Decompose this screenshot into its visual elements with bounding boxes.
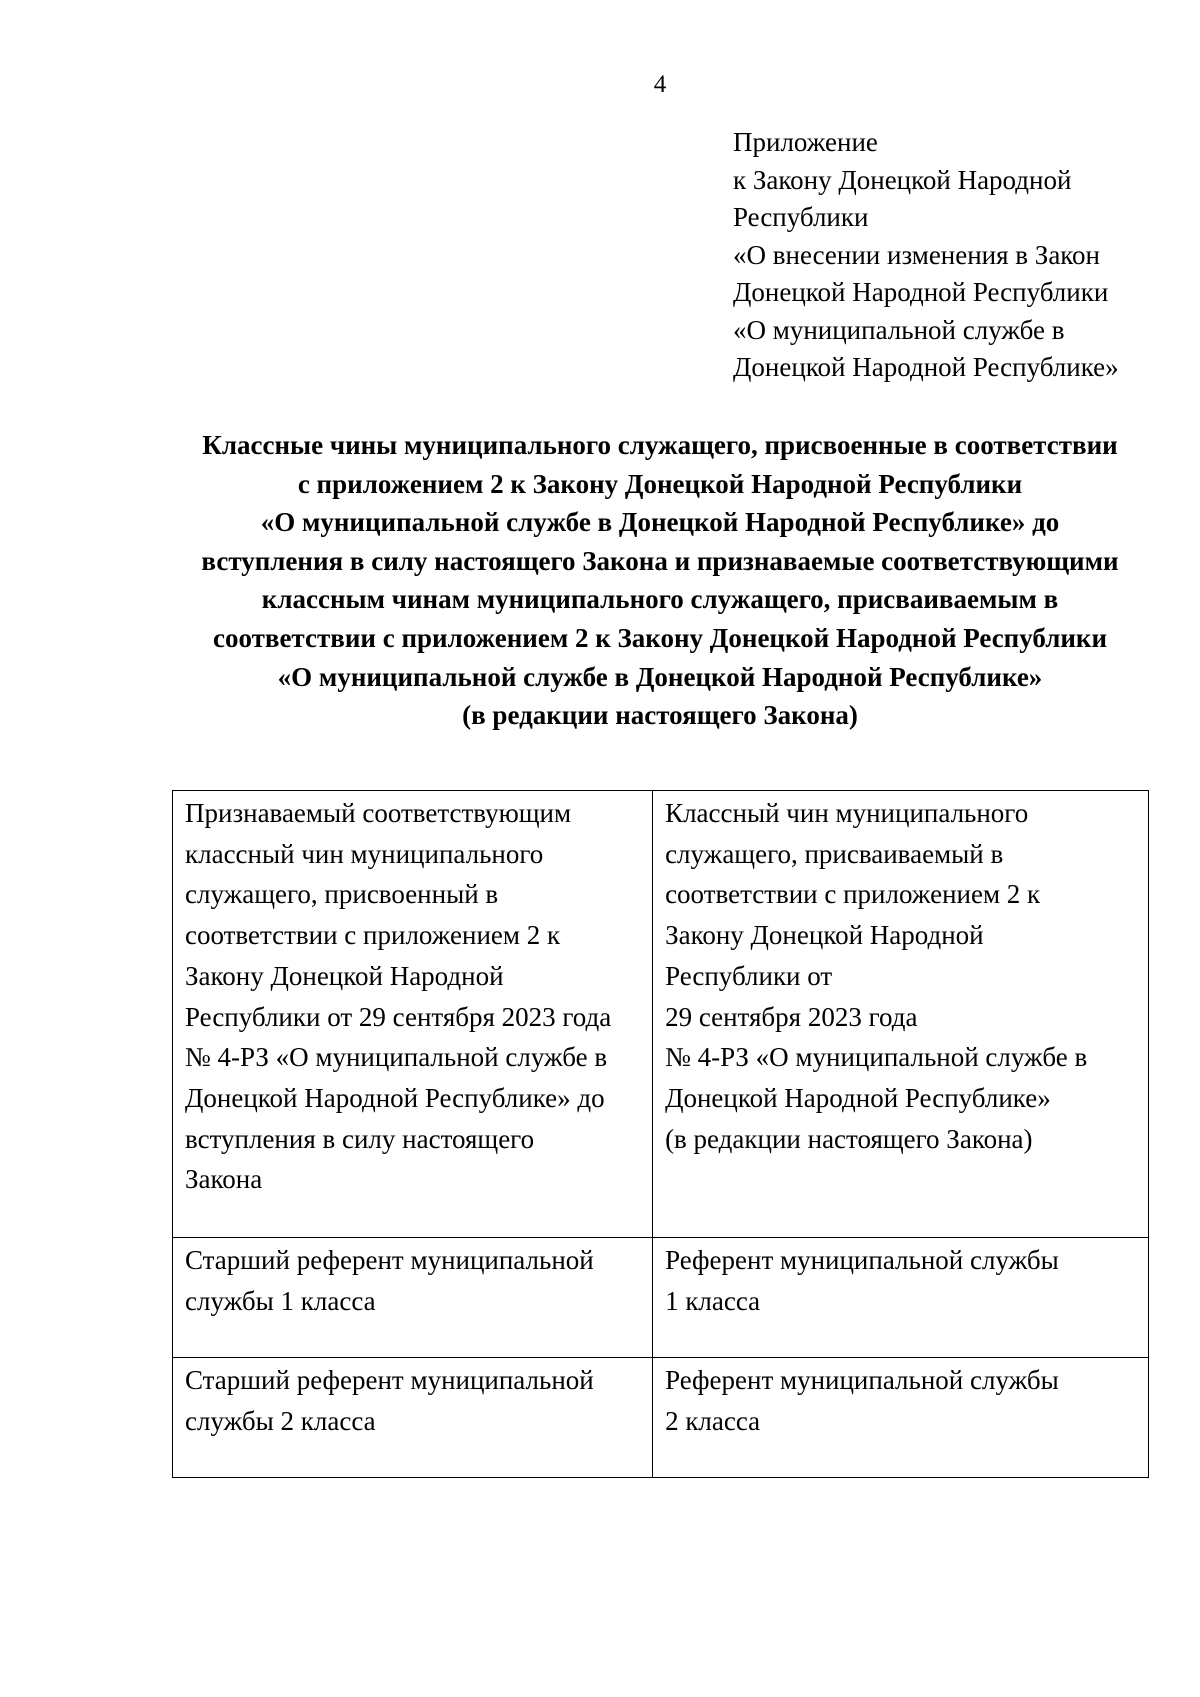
annex-line: Республики <box>733 202 869 232</box>
annex-line: Донецкой Народной Республике» <box>733 352 1119 382</box>
table-cell-recognized-rank <box>173 1238 653 1358</box>
table-cell-assigned-rank <box>653 1358 1149 1478</box>
annex-line: «О муниципальной службе в <box>733 314 1065 345</box>
cell-line: службы 1 класса <box>185 1285 376 1316</box>
cell-line: 29 сентября 2023 года <box>665 1001 918 1032</box>
cell-line: Старший референт муниципальной <box>185 1245 594 1275</box>
document-title <box>160 426 1160 735</box>
cell-line: Референт муниципальной службы <box>665 1365 1059 1395</box>
page-number: 4 <box>653 71 667 98</box>
title-line: соответствии с приложением 2 к Закону Донецкой Народной Республики <box>212 622 1108 653</box>
cell-line: Старший референт муниципальной <box>185 1365 594 1395</box>
cell-line: Признаваемый соответствующим <box>185 798 572 828</box>
annex-line: к Закону Донецкой Народной <box>733 164 1072 195</box>
title-line: (в редакции настоящего Закона) <box>462 700 858 731</box>
cell-line: Классный чин муниципального <box>665 798 1029 828</box>
cell-line: Референт муниципальной службы <box>665 1245 1059 1275</box>
annex-line: «О внесении изменения в Закон <box>733 239 1101 270</box>
cell-line: Закону Донецкой Народной <box>185 960 504 991</box>
annex-line: Приложение <box>733 127 878 157</box>
table-row <box>173 1358 1149 1478</box>
cell-line: Закона <box>185 1164 263 1195</box>
cell-line: Закону Донецкой Народной <box>665 920 984 951</box>
cell-line: служащего, присвоенный в <box>185 879 499 910</box>
cell-line: 2 класса <box>665 1405 761 1436</box>
header-cell-assigned-rank <box>653 791 1149 1238</box>
cell-line: соответствии с приложением 2 к <box>185 920 561 951</box>
title-line: Классные чины муниципального служащего, присвоенные в соответствии <box>202 430 1118 460</box>
cell-line: (в редакции настоящего Закона) <box>665 1123 1033 1154</box>
cell-line: Республики от <box>665 960 833 991</box>
title-line: с приложением 2 к Закону Донецкой Народной Республики <box>297 468 1023 499</box>
cell-line: № 4-РЗ «О муниципальной службе в <box>665 1042 1088 1073</box>
table-cell-assigned-rank <box>653 1238 1149 1358</box>
cell-line: Донецкой Народной Республике» <box>665 1082 1051 1113</box>
cell-line: службы 2 класса <box>185 1405 376 1436</box>
title-line: «О муниципальной службе в Донецкой Народной Республике» <box>277 661 1043 692</box>
annex-line: Донецкой Народной Республики <box>733 277 1109 307</box>
cell-line: 1 класса <box>665 1285 761 1316</box>
rank-correspondence-table <box>172 790 1149 1478</box>
table-row <box>173 1238 1149 1358</box>
cell-line: вступления в силу настоящего <box>185 1123 535 1154</box>
cell-line: № 4-РЗ «О муниципальной службе в <box>185 1042 608 1073</box>
title-line: вступления в силу настоящего Закона и признаваемые соответствующими <box>201 545 1119 576</box>
title-line: «О муниципальной службе в Донецкой Народной Республике» до <box>260 507 1060 538</box>
annex-reference <box>733 124 1173 387</box>
title-line: классным чинам муниципального служащего, присваиваемым в <box>261 584 1059 615</box>
cell-line: Республики от 29 сентября 2023 года <box>185 1001 612 1032</box>
table-header-row <box>173 791 1149 1238</box>
cell-line: служащего, присваиваемый в <box>665 838 1004 869</box>
table-cell-recognized-rank <box>173 1358 653 1478</box>
cell-line: классный чин муниципального <box>185 838 544 869</box>
header-cell-recognized-rank <box>173 791 653 1238</box>
cell-line: соответствии с приложением 2 к <box>665 879 1041 910</box>
cell-line: Донецкой Народной Республике» до <box>185 1082 605 1113</box>
